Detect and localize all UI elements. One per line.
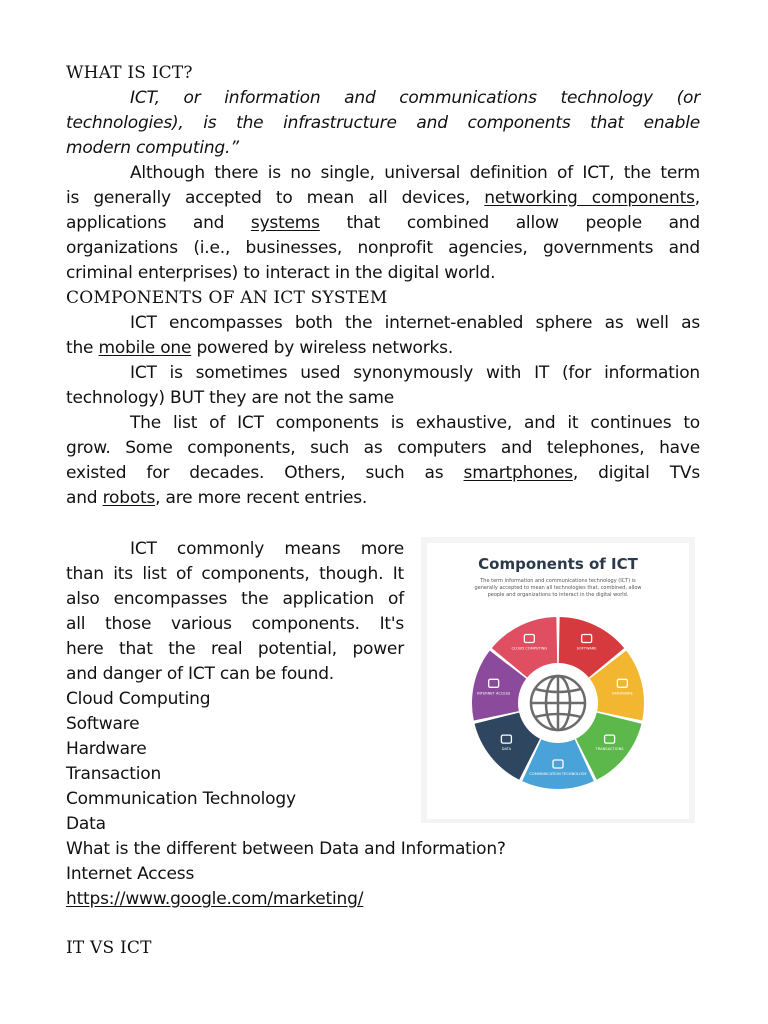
heading-it-vs-ict: IT VS ICT xyxy=(66,938,152,958)
components-of-ict-figure xyxy=(421,537,695,823)
text-line: modern computing.” xyxy=(66,138,239,158)
text-line: also encompasses the application of xyxy=(66,589,404,609)
google-marketing-link[interactable]: https://www.google.com/marketing/ xyxy=(66,889,364,909)
text-line: grow. Some components, such as computers and telephones, have xyxy=(66,438,700,458)
figure-caption-line: The term information and communications technology (ICT) is xyxy=(480,578,636,584)
definition-explanation-paragraph xyxy=(66,161,700,286)
list-item: Cloud Computing xyxy=(66,689,211,709)
networking-components-link[interactable]: networking components xyxy=(484,188,695,208)
text-line: criminal enterprises) to interact in the digital world. xyxy=(66,263,496,283)
heading-components: COMPONENTS OF AN ICT SYSTEM xyxy=(66,288,388,308)
it-synonym-paragraph xyxy=(66,361,700,411)
figure-title: Components of ICT xyxy=(478,555,638,573)
smartphones-link[interactable]: smartphones xyxy=(463,463,573,483)
robots-link[interactable]: robots xyxy=(102,488,156,508)
definition-paragraph xyxy=(66,86,700,161)
text-line: Although there is no single, universal definition of ICT, the term xyxy=(130,163,700,183)
text-line: technology) BUT they are not the same xyxy=(66,388,395,408)
text-line: ICT commonly means more xyxy=(130,539,404,559)
segment-label: DATA xyxy=(501,747,512,752)
text-line: the mobile one powered by wireless networks. xyxy=(66,338,454,358)
list-item: Communication Technology xyxy=(66,789,296,809)
list-item: Internet Access xyxy=(66,864,195,884)
text-line: here that the real potential, power xyxy=(66,639,404,659)
text-line: organizations (i.e., businesses, nonprofit agencies, governments and xyxy=(66,238,700,258)
list-item: Transaction xyxy=(66,764,162,784)
text-line: ICT is sometimes used synonymously with IT (for information xyxy=(130,363,700,383)
text-line: is generally accepted to mean all devices, networking components, xyxy=(66,188,700,208)
text-line: technologies), is the infrastructure and components that enable xyxy=(66,113,700,133)
text-line: and danger of ICT can be found. xyxy=(66,664,334,684)
list-item: Software xyxy=(66,714,140,734)
segment-label: TRANSACTIONS xyxy=(595,747,624,752)
text-line: all those various components. It's xyxy=(66,614,404,634)
text-line: and robots, are more recent entries. xyxy=(66,488,368,508)
segment-label: COMMUNICATION TECHNOLOGY xyxy=(529,772,587,776)
systems-link[interactable]: systems xyxy=(250,213,320,233)
text-line: ICT encompasses both the internet-enabled sphere as well as xyxy=(130,313,700,333)
text-line: existed for decades. Others, such as smartphones, digital TVs xyxy=(66,463,700,483)
text-line: applications and systems that combined allow people and xyxy=(66,213,700,233)
list-item: Hardware xyxy=(66,739,147,759)
segment-label: HARDWARE xyxy=(611,691,633,696)
segment-label: SOFTWARE xyxy=(576,646,597,651)
figure-caption-line: people and organizations to interact in the digital world. xyxy=(487,592,629,598)
mobile-one-link[interactable]: mobile one xyxy=(98,338,192,358)
text-line: The list of ICT components is exhaustive, and it continues to xyxy=(130,413,700,433)
globe-icon xyxy=(521,666,595,740)
segment-label: CLOUD COMPUTING xyxy=(511,646,548,651)
heading-what-is-ict: WHAT IS ICT? xyxy=(66,63,193,83)
text-line: ICT, or information and communications technology (or xyxy=(130,88,700,108)
list-item: What is the different between Data and Information? xyxy=(66,839,506,859)
components-list-paragraph xyxy=(66,411,700,511)
segment-label: INTERNET ACCESS xyxy=(477,691,511,696)
list-item: Data xyxy=(66,814,106,834)
components-wheel-diagram xyxy=(421,537,695,823)
figure-caption-line: generally accepted to mean all technologies that, combined, allow xyxy=(474,585,642,591)
text-line: than its list of components, though. It xyxy=(66,564,404,584)
application-paragraph xyxy=(66,537,404,687)
sphere-paragraph xyxy=(66,311,700,361)
